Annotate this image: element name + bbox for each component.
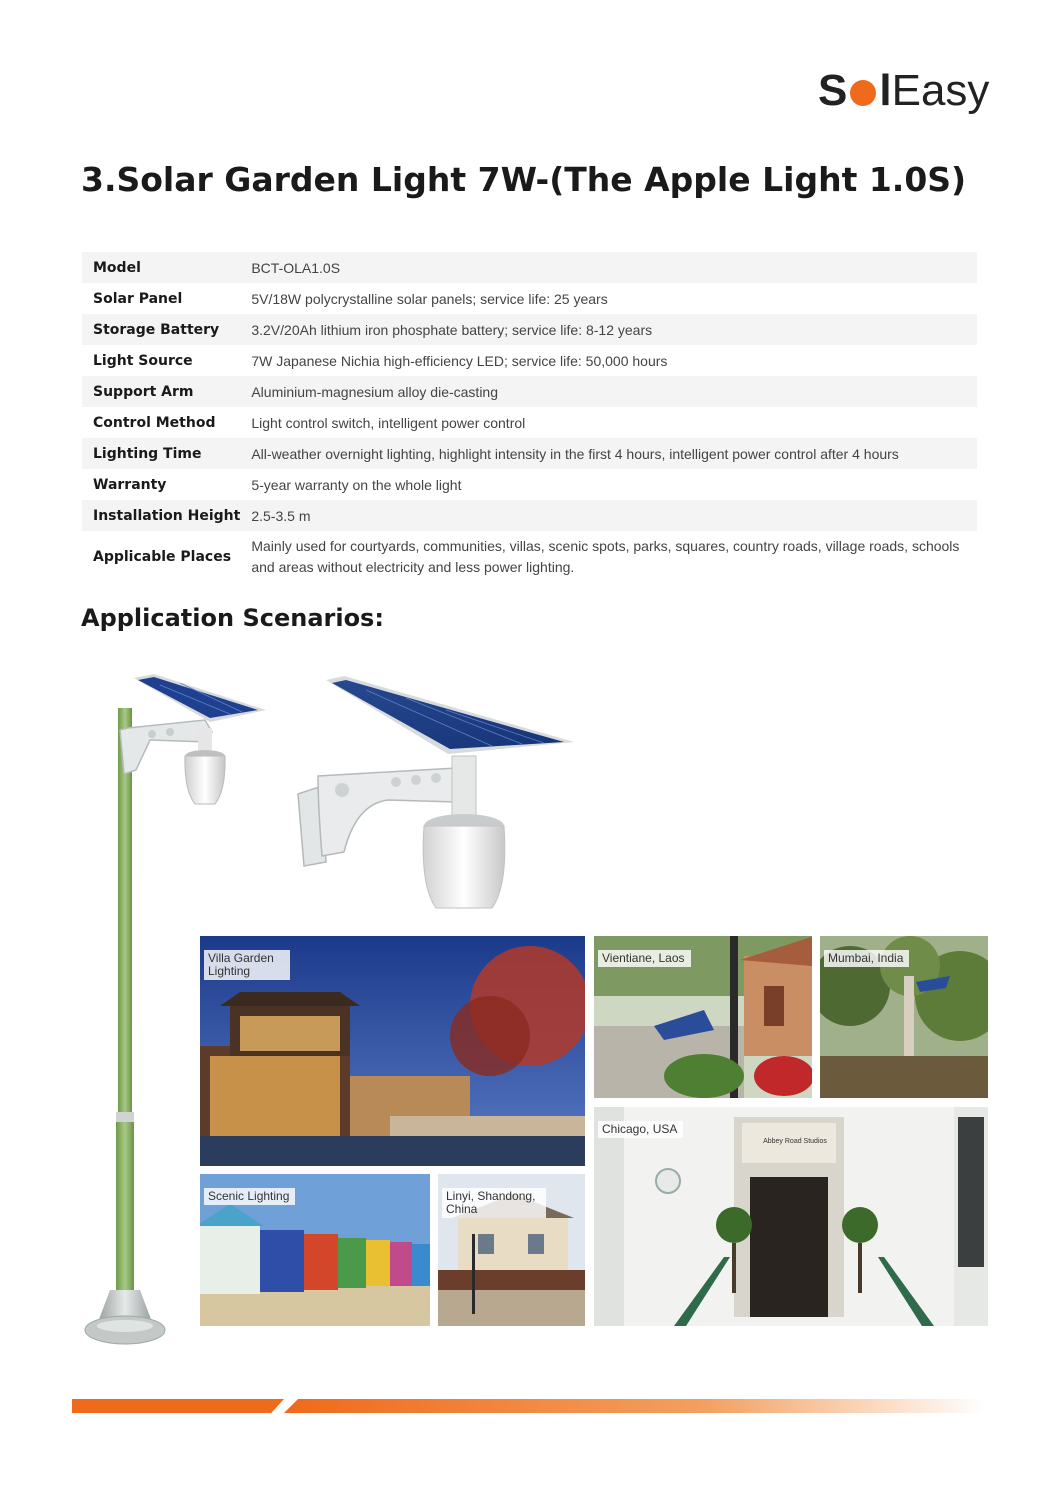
spec-key: Model <box>82 252 240 283</box>
logo-letter-s: S <box>818 66 848 115</box>
wall-light-icon <box>296 676 576 916</box>
logo-word-easy: Easy <box>891 66 990 115</box>
page-title: 3.Solar Garden Light 7W-(The Apple Light 1.0S) <box>81 160 967 199</box>
spec-value: BCT-OLA1.0S <box>240 252 977 283</box>
spec-value: 3.2V/20Ah lithium iron phosphate battery; service life: 8-12 years <box>240 314 977 345</box>
spec-key: Installation Height <box>82 500 240 531</box>
spec-row-warranty <box>82 469 977 500</box>
spec-key: Storage Battery <box>82 314 240 345</box>
photo-mumbai <box>820 936 988 1098</box>
footer-bar-right <box>284 1399 986 1413</box>
spec-value: Light control switch, intelligent power control <box>251 414 526 431</box>
spec-value: 7W Japanese Nichia high-efficiency LED; service life: 50,000 hours <box>251 352 668 369</box>
logo-sun-icon <box>850 80 876 106</box>
spec-key: Support Arm <box>82 376 240 407</box>
spec-row-light-source <box>82 345 977 376</box>
photo-scenic <box>200 1174 430 1326</box>
photo-caption: Vientiane, Laos <box>598 950 691 967</box>
spec-key: Solar Panel <box>93 290 183 307</box>
photo-caption: Chicago, USA <box>598 1121 683 1138</box>
photo-villa-garden <box>200 936 585 1166</box>
spec-row-installation-height <box>82 500 977 531</box>
spec-row-solar-panel <box>82 283 977 314</box>
spec-row-model <box>82 252 977 283</box>
photo-caption: Linyi, Shandong, China <box>442 1188 546 1218</box>
spec-table <box>82 252 977 583</box>
brand-logo <box>818 66 989 116</box>
spec-value: 5-year warranty on the whole light <box>251 476 462 493</box>
spec-value: Aluminium-magnesium alloy die-casting <box>240 376 977 407</box>
spec-row-storage-battery <box>82 314 977 345</box>
footer-bar-left <box>72 1399 284 1413</box>
spec-key: Applicable Places <box>93 548 232 565</box>
spec-row-support-arm <box>82 376 977 407</box>
spec-row-control-method <box>82 407 977 438</box>
spec-value: All-weather overnight lighting, highlight intensity in the first 4 hours, intelligent power control after 4 hours <box>240 438 977 469</box>
spec-key: Warranty <box>93 476 167 493</box>
spec-value: Mainly used for courtyards, communities, villas, scenic spots, parks, squares, country roads, village roads, schools and areas without electricity and less power lighting. <box>251 538 960 575</box>
photo-vientiane <box>594 936 812 1098</box>
spec-value: 5V/18W polycrystalline solar panels; service life: 25 years <box>251 290 608 307</box>
spec-key: Control Method <box>93 414 216 431</box>
photo-chicago <box>594 1107 988 1326</box>
logo-letter-l: l <box>879 66 892 115</box>
photo-linyi <box>438 1174 585 1326</box>
photo-caption: Villa Garden Lighting <box>204 950 290 980</box>
spec-key: Lighting Time <box>82 438 240 469</box>
photo-caption: Scenic Lighting <box>204 1188 295 1205</box>
spec-value: 2.5-3.5 m <box>240 500 977 531</box>
spec-key: Light Source <box>93 352 193 369</box>
spec-row-lighting-time <box>82 438 977 469</box>
studio-sign: Abbey Road Studios <box>763 1138 827 1145</box>
photo-caption: Mumbai, India <box>824 950 909 967</box>
spec-row-applicable-places <box>82 531 977 583</box>
wall-light-illustration <box>296 676 576 916</box>
application-heading: Application Scenarios: <box>81 604 384 632</box>
